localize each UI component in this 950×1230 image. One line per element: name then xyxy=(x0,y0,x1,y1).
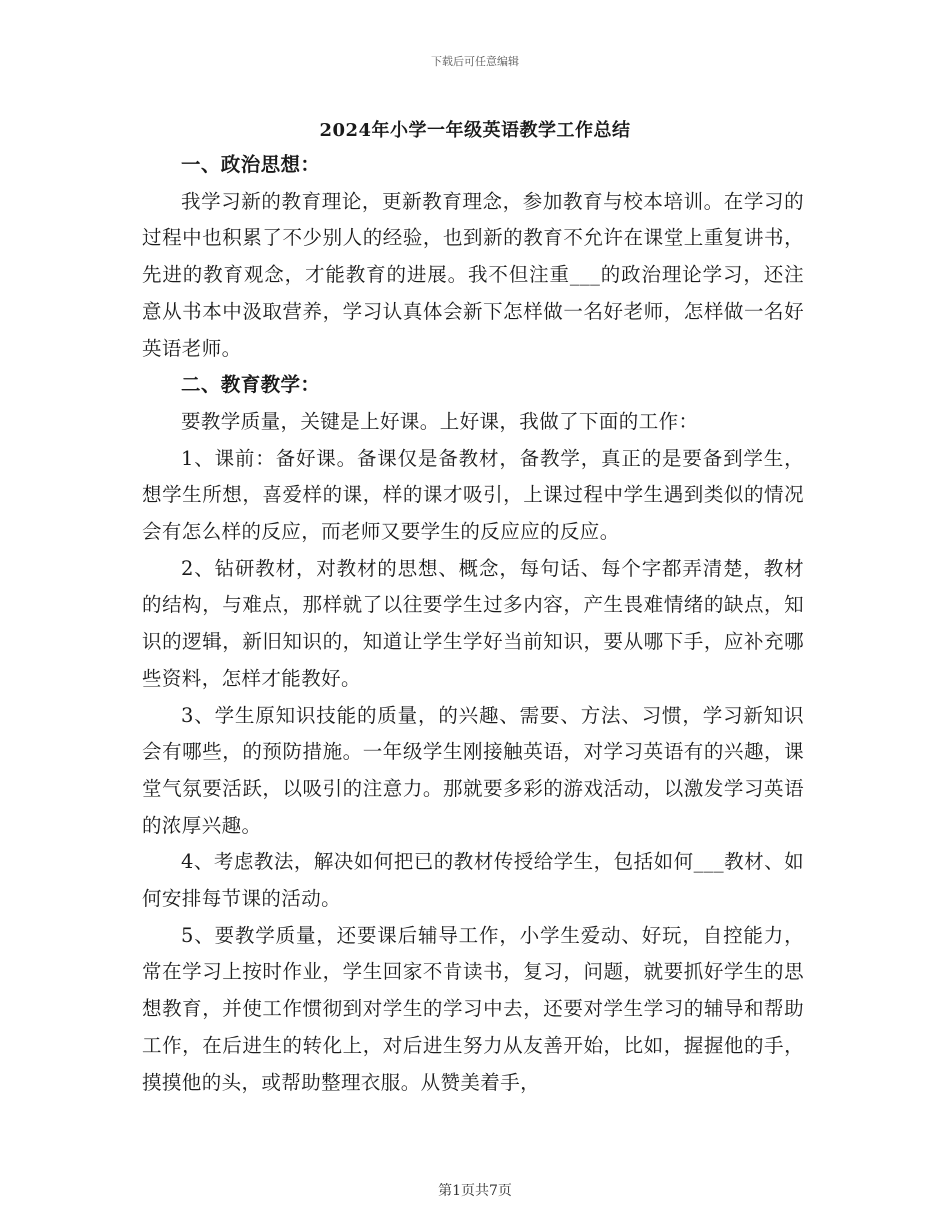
paragraph-item-3: 3、学生原知识技能的质量，的兴趣、需要、方法、习惯，学习新知识会有哪些，的预防措施。一年级学生刚接触英语，对学习英语有的兴趣，课堂气氛要活跃，以吸引的注意力。那就要多彩的游戏活动，以激发学习英语的浓厚兴趣。 xyxy=(142,703,804,837)
paragraph-item-2: 2、钻研教材，对教材的思想、概念，每句话、每个字都弄清楚，教材的结构，与难点，那样就了以往要学生过多内容，产生畏难情绪的缺点，知识的逻辑，新旧知识的，知道让学生学好当前知识，要从哪下手，应补充哪些资料，怎样才能教好。 xyxy=(142,556,804,690)
document-title: 2024年小学一年级英语教学工作总结 xyxy=(319,120,631,141)
paragraph-item-5: 5、要教学质量，还要课后辅导工作，小学生爱动、好玩，自控能力，常在学习上按时作业，学生回家不肯读书，复习，问题，就要抓好学生的思想教育，并使工作惯彻到对学生的学习中去，还要对学生学习的辅导和帮助工作，在后进生的转化上，对后进生努力从友善开始，比如，握握他的手，摸摸他的头，或帮助整理衣服。从赞美着手， xyxy=(142,923,804,1094)
section-heading-politics: 一、政治思想： xyxy=(181,153,321,176)
paragraph-item-4: 4、考虑教法，解决如何把已的教材传授给学生，包括如何___教材、如何安排每节课的活动。 xyxy=(142,850,804,911)
page-number-footer: 第1页共7页 xyxy=(438,1183,512,1199)
paragraph-item-1: 1、课前：备好课。备课仅是备教材，备教学，真正的是要备到学生，想学生所想，喜爱样的课，样的课才吸引，上课过程中学生遇到类似的情况会有怎么样的反应，而老师又要学生的反应应的反应。 xyxy=(142,446,804,544)
document-body xyxy=(142,147,804,1101)
paragraph-politics: 我学习新的教育理论，更新教育理念，参加教育与校本培训。在学习的过程中也积累了不少别人的经验，也到新的教育不允许在课堂上重复讲书，先进的教育观念，才能教育的进展。我不但注重___的政治理论学习，还注意从书本中汲取营养，学习认真体会新下怎样做一名好老师，怎样做一名好英语老师。 xyxy=(142,189,804,360)
paragraph-intro: 要教学质量，关键是上好课。上好课，我做了下面的工作： xyxy=(181,409,699,433)
header-note: 下载后可任意编辑 xyxy=(431,55,519,68)
section-heading-teaching: 二、教育教学： xyxy=(181,373,321,397)
